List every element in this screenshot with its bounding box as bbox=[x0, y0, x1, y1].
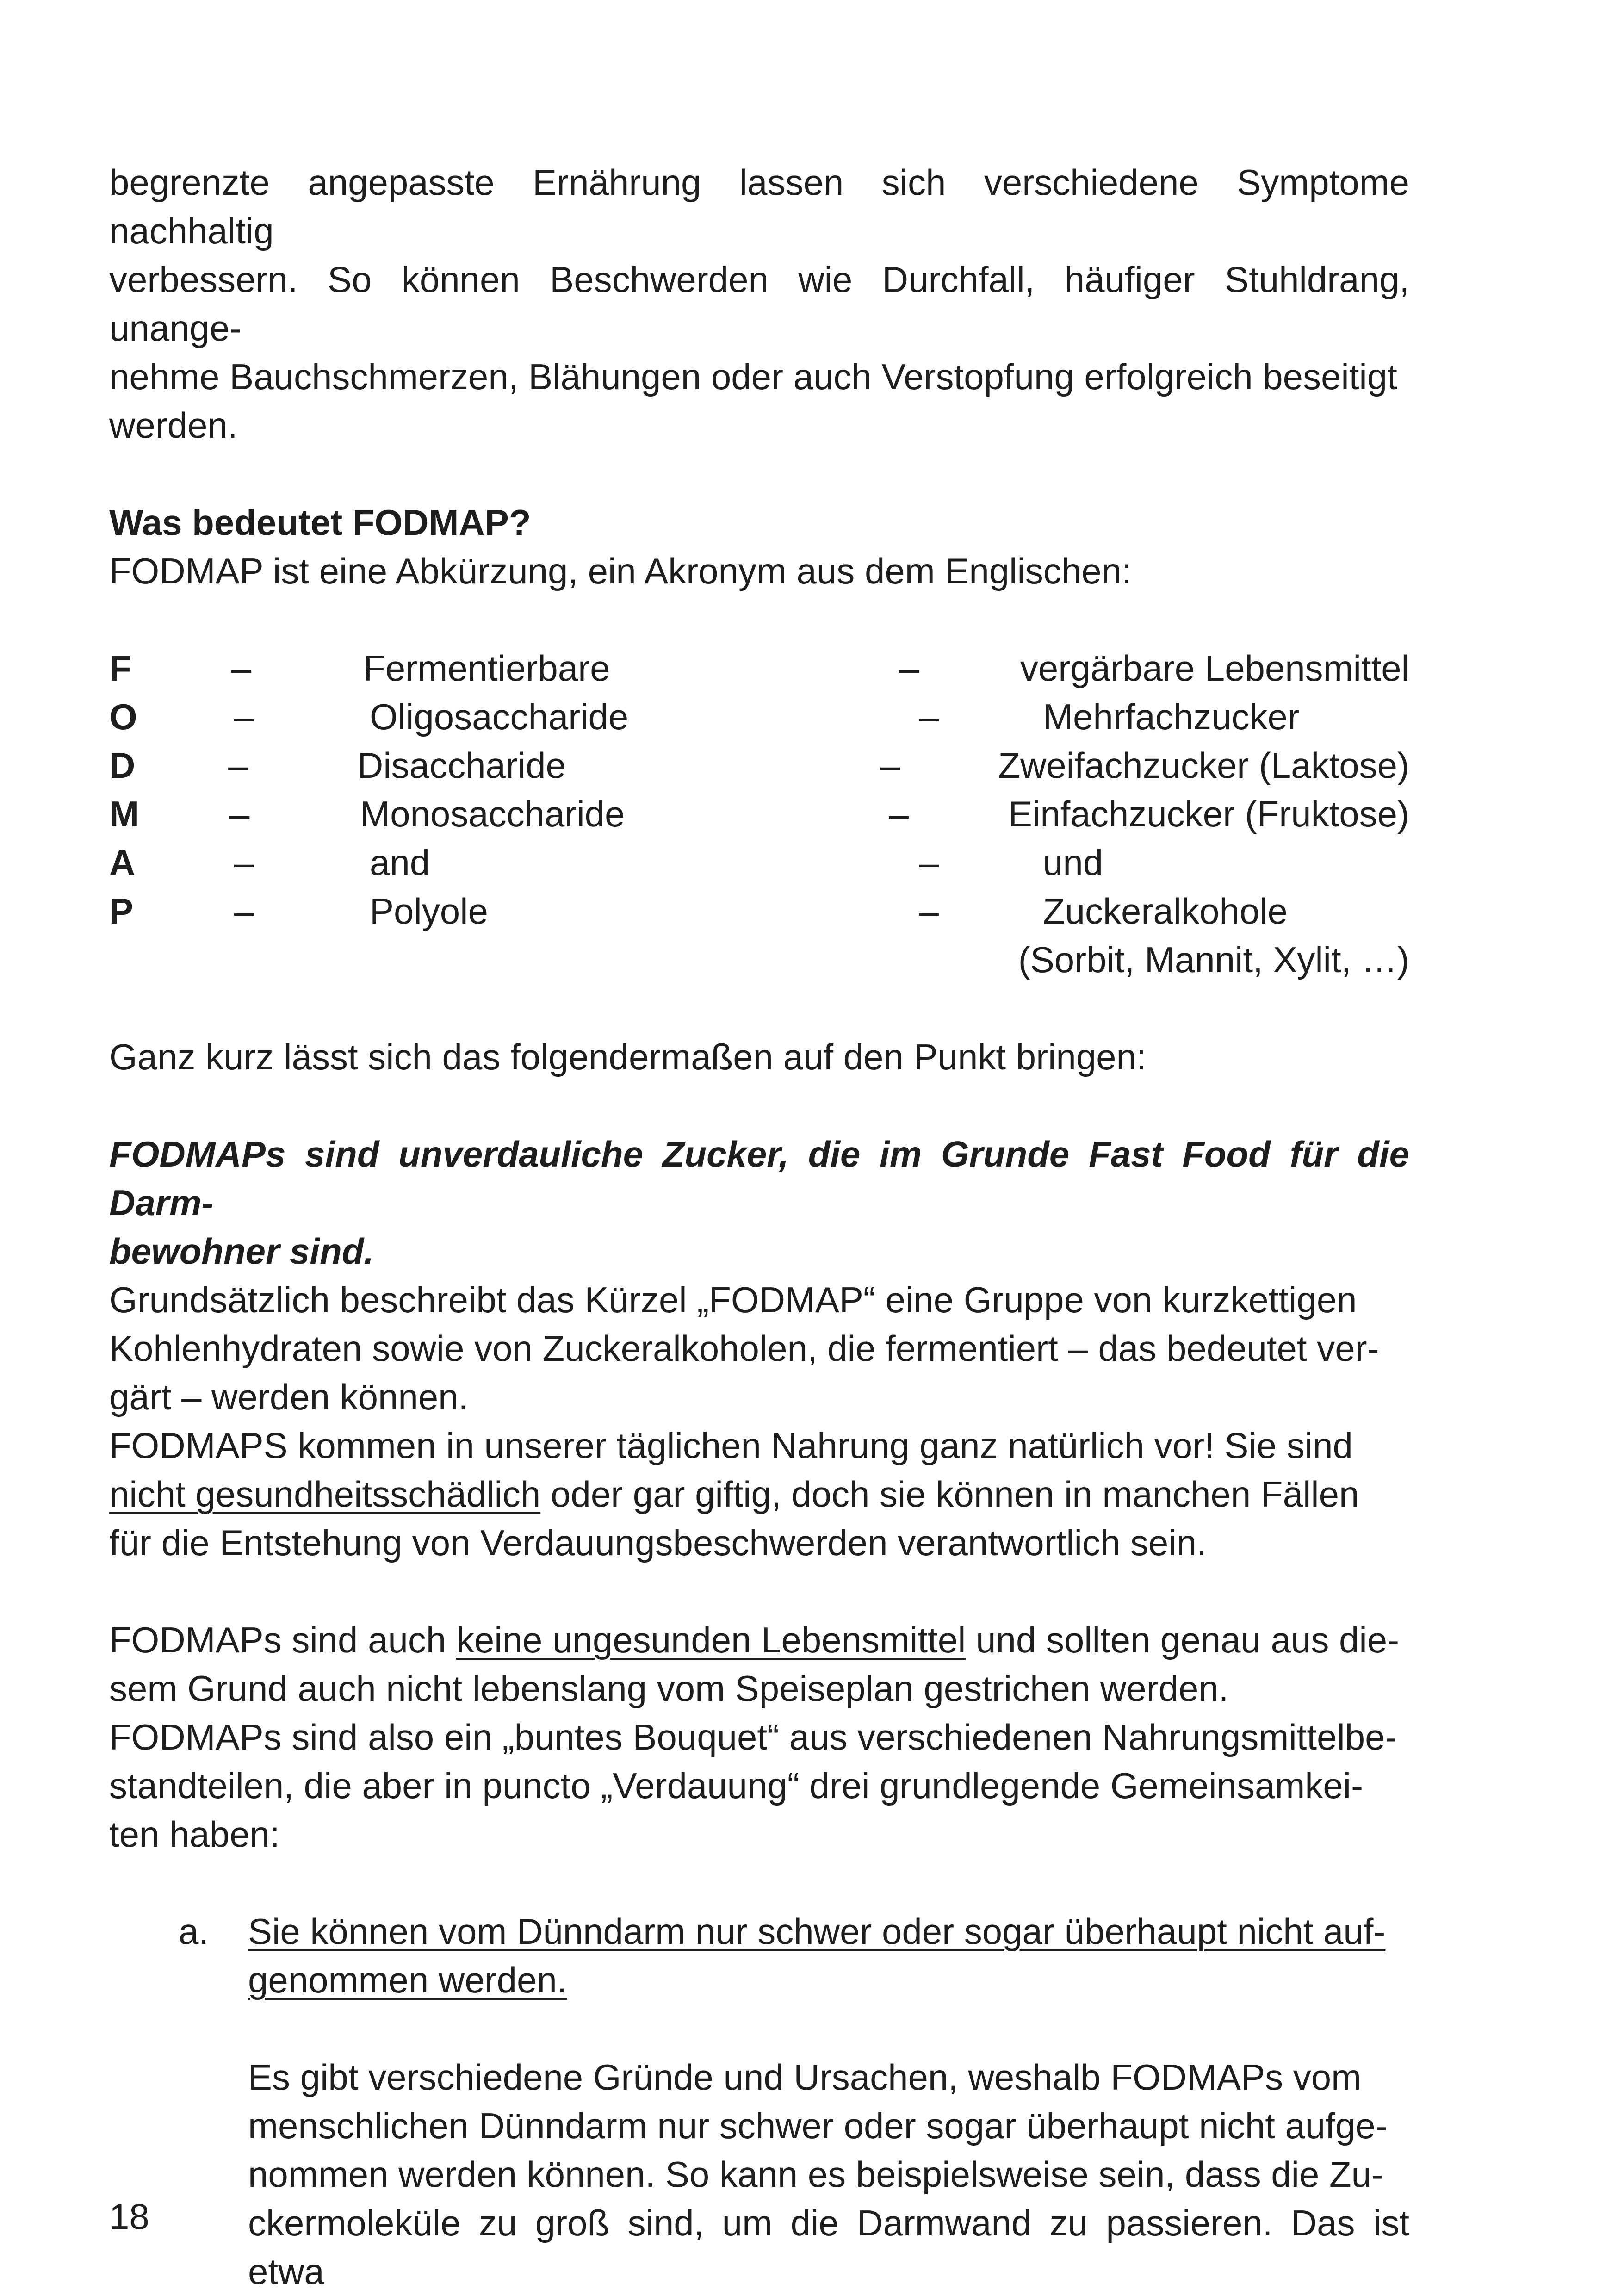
dash: – bbox=[899, 648, 919, 689]
list-item-title: Sie können vom Dünndarm nur schwer oder sogar überhaupt nicht auf- bbox=[248, 1911, 1386, 1952]
acronym-row bbox=[109, 741, 1409, 790]
acronym-table bbox=[109, 644, 1409, 984]
text-line: Es gibt verschiedene Gründe und Ursachen, weshalb FODMAPs vom bbox=[248, 2057, 1362, 2097]
spacer bbox=[109, 596, 1409, 644]
text-line bbox=[248, 1956, 1409, 2004]
dash: – bbox=[919, 891, 939, 931]
text-line: nommen werden können. So kann es beispielsweise sein, dass die Zu- bbox=[248, 2154, 1384, 2195]
text-line: FODMAPs sind unverdauliche Zucker, die im Grunde Fast Food für die Darm- bbox=[109, 1134, 1409, 1223]
dash: – bbox=[228, 745, 248, 786]
spacer bbox=[109, 984, 1409, 1033]
dash: – bbox=[234, 696, 254, 737]
german-term: Zuckeralkohole bbox=[1043, 891, 1288, 931]
text-line bbox=[248, 1907, 1409, 1956]
text-line bbox=[109, 1470, 1409, 1519]
dash: – bbox=[234, 842, 254, 883]
english-term: Polyole bbox=[370, 891, 488, 931]
paragraph bbox=[109, 1713, 1409, 1859]
page-number: 18 bbox=[109, 2196, 149, 2237]
text-line: standteilen, die aber in puncto „Verdauung“ drei grundlegende Gemeinsamkei- bbox=[109, 1765, 1364, 1806]
dash bbox=[231, 936, 363, 984]
section-heading: Was bedeutet FODMAP? bbox=[109, 502, 531, 543]
spacer bbox=[109, 1567, 1409, 1616]
acronym-row bbox=[109, 936, 1409, 984]
paragraph bbox=[109, 1616, 1409, 1713]
text-line: verbessern. So können Beschwerden wie Durchfall, häufiger Stuhldrang, unange- bbox=[109, 259, 1409, 348]
text-line bbox=[109, 1616, 1409, 1664]
dash: – bbox=[229, 794, 250, 834]
text-line: begrenzte angepasste Ernährung lassen sich verschiedene Symptome nachhaltig bbox=[109, 162, 1409, 251]
text-line: bewohner sind. bbox=[109, 1231, 374, 1272]
paragraph bbox=[109, 1421, 1409, 1567]
text-line: werden. bbox=[109, 405, 238, 446]
english-term bbox=[363, 936, 898, 984]
list-item bbox=[179, 1907, 1409, 2296]
dash: – bbox=[880, 745, 900, 786]
text-line: menschlichen Dünndarm nur schwer oder sogar überhaupt nicht aufge- bbox=[248, 2105, 1388, 2146]
acronym-letter: P bbox=[109, 891, 134, 931]
text-span: und sollten genau aus die- bbox=[966, 1620, 1400, 1660]
text-line: für die Entstehung von Verdauungsbeschwerden verantwortlich sein. bbox=[109, 1522, 1207, 1563]
german-term: Einfachzucker (Fruktose) bbox=[1008, 794, 1409, 834]
acronym-row bbox=[109, 838, 1409, 887]
spacer bbox=[248, 2004, 1409, 2053]
page-content bbox=[109, 158, 1409, 2296]
english-term: Fermentierbare bbox=[363, 648, 610, 689]
text-line: ckermoleküle zu groß sind, um die Darmwand zu passieren. Das ist etwa bbox=[248, 2203, 1409, 2292]
acronym-letter: M bbox=[109, 794, 139, 834]
acronym-letter: F bbox=[109, 648, 131, 689]
text-line: sem Grund auch nicht lebenslang vom Speiseplan gestrichen werden. bbox=[109, 1668, 1229, 1709]
acronym-intro: FODMAP ist eine Abkürzung, ein Akronym aus dem Englischen: bbox=[109, 551, 1132, 591]
text-line: Kohlenhydraten sowie von Zuckeralkoholen, die fermentiert – das bedeutet ver- bbox=[109, 1328, 1379, 1369]
english-term: Oligosaccharide bbox=[370, 696, 629, 737]
text-line: FODMAPS kommen in unserer täglichen Nahrung ganz natürlich vor! Sie sind bbox=[109, 1425, 1353, 1466]
text-span: oder gar giftig, doch sie können in manchen Fällen bbox=[540, 1474, 1359, 1514]
acronym-row bbox=[109, 790, 1409, 838]
acronym-row bbox=[109, 644, 1409, 693]
german-term: Zweifachzucker (Laktose) bbox=[998, 745, 1409, 786]
text-line: gärt – werden können. bbox=[109, 1377, 469, 1417]
underlined-phrase: keine ungesunden Lebensmittel bbox=[456, 1620, 966, 1660]
spacer bbox=[109, 1859, 1409, 1907]
acronym-letter: O bbox=[109, 696, 137, 737]
german-term: Mehrfachzucker bbox=[1043, 696, 1300, 737]
dash: – bbox=[234, 891, 254, 931]
english-term: and bbox=[370, 842, 430, 883]
dash: – bbox=[919, 842, 939, 883]
list-marker: a. bbox=[179, 1911, 209, 1952]
text-line: nehme Bauchschmerzen, Blähungen oder auch Verstopfung erfolgreich beseitigt bbox=[109, 356, 1397, 397]
acronym-letter: D bbox=[109, 745, 136, 786]
german-term: vergärbare Lebensmittel bbox=[1020, 648, 1409, 689]
intro-paragraph bbox=[109, 158, 1409, 450]
paragraph bbox=[109, 1276, 1409, 1421]
summary-intro: Ganz kurz lässt sich das folgendermaßen auf den Punkt bringen: bbox=[109, 1036, 1147, 1077]
acronym-letter: A bbox=[109, 842, 136, 883]
german-term: (Sorbit, Mannit, Xylit, …) bbox=[1018, 939, 1409, 980]
dash: – bbox=[231, 648, 251, 689]
acronym-row bbox=[109, 693, 1409, 741]
dash bbox=[898, 936, 1018, 984]
text-line: FODMAPs sind also ein „buntes Bouquet“ aus verschiedenen Nahrungsmittelbe- bbox=[109, 1717, 1397, 1757]
dash: – bbox=[919, 696, 939, 737]
spacer bbox=[109, 1081, 1409, 1130]
acronym-letter bbox=[109, 936, 231, 984]
text-span: FODMAPs sind auch bbox=[109, 1620, 456, 1660]
english-term: Disaccharide bbox=[357, 745, 566, 786]
text-line: ten haben: bbox=[109, 1814, 280, 1855]
list-item-title: genommen werden. bbox=[248, 1960, 567, 2000]
german-term: und bbox=[1043, 842, 1103, 883]
key-statement bbox=[109, 1130, 1409, 1276]
underlined-phrase: nicht gesundheitsschädlich bbox=[109, 1474, 541, 1514]
acronym-row bbox=[109, 887, 1409, 936]
english-term: Monosaccharide bbox=[360, 794, 625, 834]
text-line: Grundsätzlich beschreibt das Kürzel „FODMAP“ eine Gruppe von kurzkettigen bbox=[109, 1279, 1357, 1320]
dash: – bbox=[889, 794, 909, 834]
spacer bbox=[109, 450, 1409, 498]
